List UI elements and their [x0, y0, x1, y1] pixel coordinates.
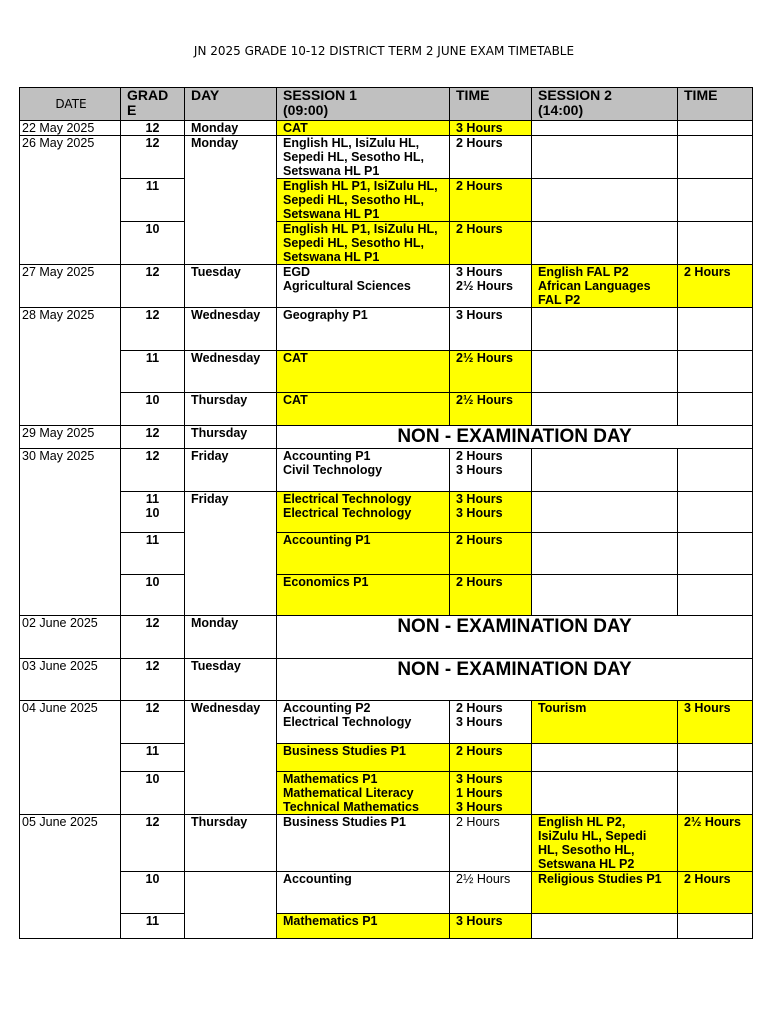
time2-cell: [678, 575, 753, 616]
session2-cell: [532, 393, 678, 426]
session2-cell: [532, 492, 678, 533]
header-date: DATE: [20, 88, 121, 121]
table-row: [20, 222, 753, 265]
table-row: [20, 393, 753, 426]
grade-cell: 12: [121, 616, 185, 659]
grade-cell: 11: [121, 351, 185, 393]
session2-cell: [532, 222, 678, 265]
day-cell: Wednesday: [185, 701, 277, 815]
time2-cell: [678, 772, 753, 815]
session2-cell: [532, 179, 678, 222]
non-examination-day: NON - EXAMINATION DAY: [277, 616, 753, 659]
time1-cell: 2 Hours: [450, 744, 532, 772]
time1-cell: 2 Hours: [450, 533, 532, 575]
grade-cell: 12: [121, 265, 185, 308]
time1-cell: 3 Hours 3 Hours: [450, 492, 532, 533]
day-cell: Tuesday: [185, 659, 277, 701]
day-cell: Friday: [185, 449, 277, 492]
time1-cell: 2 Hours: [450, 815, 532, 872]
grade-cell: 11: [121, 744, 185, 772]
time1-cell: 2 Hours 3 Hours: [450, 449, 532, 492]
session1-cell: Business Studies P1: [277, 815, 450, 872]
grade-cell: 11: [121, 914, 185, 939]
date-cell: 27 May 2025: [20, 265, 121, 308]
session2-cell: Religious Studies P1: [532, 872, 678, 914]
table-row: [20, 701, 753, 744]
grade-cell: 10: [121, 772, 185, 815]
time1-cell: 3 Hours: [450, 308, 532, 351]
date-cell: 28 May 2025: [20, 308, 121, 426]
day-cell: Wednesday: [185, 308, 277, 351]
session1-cell: CAT: [277, 121, 450, 136]
session2-cell: [532, 449, 678, 492]
time1-cell: 2½ Hours: [450, 393, 532, 426]
grade-cell: 11: [121, 533, 185, 575]
time2-cell: [678, 351, 753, 393]
session2-cell: [532, 772, 678, 815]
time2-cell: 2 Hours: [678, 265, 753, 308]
session2-cell: English FAL P2 African Languages FAL P2: [532, 265, 678, 308]
date-cell: 03 June 2025: [20, 659, 121, 701]
table-row: [20, 772, 753, 815]
day-cell: Wednesday: [185, 351, 277, 393]
time1-cell: 2 Hours: [450, 575, 532, 616]
table-row: [20, 308, 753, 351]
session1-cell: Geography P1: [277, 308, 450, 351]
session2-cell: [532, 136, 678, 179]
table-row: [20, 815, 753, 872]
time2-cell: 2½ Hours: [678, 815, 753, 872]
document-title: JN 2025 GRADE 10-12 DISTRICT TERM 2 JUNE EXAM TIMETABLE: [193, 44, 575, 58]
table-row: [20, 179, 753, 222]
time2-cell: [678, 308, 753, 351]
time2-cell: [678, 222, 753, 265]
time2-cell: 2 Hours: [678, 872, 753, 914]
date-cell: 02 June 2025: [20, 616, 121, 659]
table-row: [20, 872, 753, 914]
table-row: [20, 914, 753, 939]
table-row: [20, 351, 753, 393]
date-cell: 29 May 2025: [20, 426, 121, 449]
session1-cell: Business Studies P1: [277, 744, 450, 772]
session1-cell: Electrical Technology Electrical Technology: [277, 492, 450, 533]
grade-cell: 11 10: [121, 492, 185, 533]
grade-cell: 11: [121, 179, 185, 222]
session1-cell: CAT: [277, 393, 450, 426]
non-examination-day: NON - EXAMINATION DAY: [277, 659, 753, 701]
time2-cell: [678, 449, 753, 492]
header-time1: TIME: [450, 88, 532, 121]
day-cell: Thursday: [185, 393, 277, 426]
table-row: [20, 533, 753, 575]
header-day: DAY: [185, 88, 277, 121]
header-grade: GRAD E: [121, 88, 185, 121]
exam-timetable: [19, 87, 753, 939]
session2-cell: [532, 351, 678, 393]
grade-cell: 10: [121, 393, 185, 426]
table-row: [20, 616, 753, 659]
grade-cell: 10: [121, 872, 185, 914]
session1-cell: Mathematics P1: [277, 914, 450, 939]
time2-cell: [678, 914, 753, 939]
time1-cell: 2 Hours: [450, 179, 532, 222]
grade-cell: 12: [121, 815, 185, 872]
time1-cell: 2½ Hours: [450, 351, 532, 393]
day-cell: Monday: [185, 616, 277, 659]
date-cell: 22 May 2025: [20, 121, 121, 136]
table-row: [20, 659, 753, 701]
date-cell: 26 May 2025: [20, 136, 121, 265]
session1-cell: Mathematics P1 Mathematical Literacy Technical Mathematics: [277, 772, 450, 815]
session2-cell: Tourism: [532, 701, 678, 744]
session2-cell: [532, 914, 678, 939]
table-row: [20, 265, 753, 308]
day-cell: [185, 872, 277, 939]
header-time2: TIME: [678, 88, 753, 121]
header-session1: SESSION 1 (09:00): [277, 88, 450, 121]
date-cell: 30 May 2025: [20, 449, 121, 616]
session1-cell: English HL P1, IsiZulu HL, Sepedi HL, Sesotho HL, Setswana HL P1: [277, 222, 450, 265]
grade-cell: 10: [121, 222, 185, 265]
time2-cell: [678, 393, 753, 426]
session2-cell: English HL P2, IsiZulu HL, Sepedi HL, Sesotho HL, Setswana HL P2: [532, 815, 678, 872]
day-cell: Friday: [185, 492, 277, 616]
grade-cell: 12: [121, 136, 185, 179]
time2-cell: [678, 121, 753, 136]
date-cell: 05 June 2025: [20, 815, 121, 939]
session2-cell: [532, 744, 678, 772]
time1-cell: 2½ Hours: [450, 872, 532, 914]
session1-cell: Accounting P2 Electrical Technology: [277, 701, 450, 744]
table-row: [20, 575, 753, 616]
time1-cell: 2 Hours: [450, 222, 532, 265]
non-examination-day: NON - EXAMINATION DAY: [277, 426, 753, 449]
session1-cell: Economics P1: [277, 575, 450, 616]
header-row: [20, 88, 753, 121]
time1-cell: 2 Hours 3 Hours: [450, 701, 532, 744]
time2-cell: [678, 179, 753, 222]
table-row: [20, 121, 753, 136]
grade-cell: 12: [121, 659, 185, 701]
session1-cell: CAT: [277, 351, 450, 393]
grade-cell: 12: [121, 701, 185, 744]
time1-cell: 2 Hours: [450, 136, 532, 179]
day-cell: Monday: [185, 136, 277, 265]
day-cell: Thursday: [185, 426, 277, 449]
session1-cell: Accounting P1 Civil Technology: [277, 449, 450, 492]
session1-cell: English HL, IsiZulu HL, Sepedi HL, Sesotho HL, Setswana HL P1: [277, 136, 450, 179]
time2-cell: [678, 533, 753, 575]
table-row: [20, 426, 753, 449]
session1-cell: Accounting P1: [277, 533, 450, 575]
date-cell: 04 June 2025: [20, 701, 121, 815]
day-cell: Tuesday: [185, 265, 277, 308]
time1-cell: 3 Hours 1 Hours 3 Hours: [450, 772, 532, 815]
table-row: [20, 136, 753, 179]
table-row: [20, 449, 753, 492]
time2-cell: [678, 492, 753, 533]
session1-cell: Accounting: [277, 872, 450, 914]
session2-cell: [532, 575, 678, 616]
time1-cell: 3 Hours: [450, 914, 532, 939]
session1-cell: EGD Agricultural Sciences: [277, 265, 450, 308]
time1-cell: 3 Hours: [450, 121, 532, 136]
grade-cell: 10: [121, 575, 185, 616]
session2-cell: [532, 121, 678, 136]
table-row: [20, 744, 753, 772]
day-cell: Monday: [185, 121, 277, 136]
session2-cell: [532, 308, 678, 351]
time2-cell: [678, 744, 753, 772]
time2-cell: 3 Hours: [678, 701, 753, 744]
table-row: [20, 492, 753, 533]
grade-cell: 12: [121, 426, 185, 449]
grade-cell: 12: [121, 449, 185, 492]
grade-cell: 12: [121, 121, 185, 136]
header-session2: SESSION 2 (14:00): [532, 88, 678, 121]
session1-cell: English HL P1, IsiZulu HL, Sepedi HL, Sesotho HL, Setswana HL P1: [277, 179, 450, 222]
time1-cell: 3 Hours 2½ Hours: [450, 265, 532, 308]
time2-cell: [678, 136, 753, 179]
session2-cell: [532, 533, 678, 575]
day-cell: Thursday: [185, 815, 277, 872]
grade-cell: 12: [121, 308, 185, 351]
